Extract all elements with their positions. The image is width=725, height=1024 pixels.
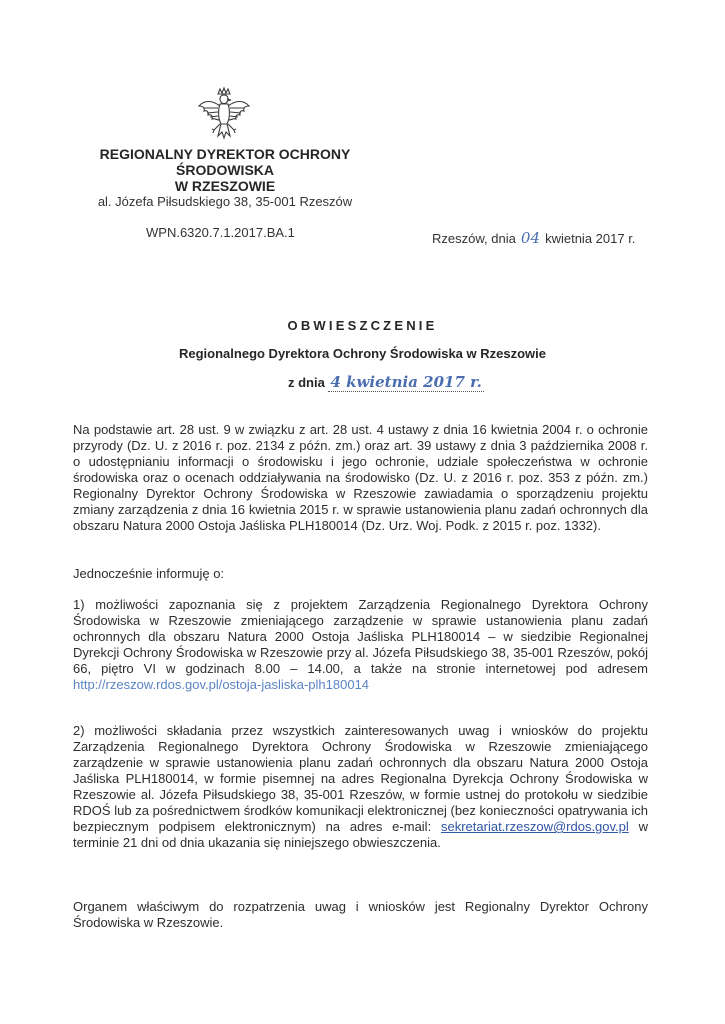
paragraph-intro-list: Jednocześnie informuję o:: [73, 566, 225, 581]
item-2-tail: w terminie 21 dni od dnia ukazania się niniejszego obwieszczenia.: [73, 819, 648, 850]
notice-subtitle: Regionalnego Dyrektora Ochrony Środowiska w Rzeszowie: [179, 346, 546, 361]
authority-address: al. Józefa Piłsudskiego 38, 35-001 Rzeszów: [97, 194, 353, 209]
paragraph-competent-authority: Organem właściwym do rozpatrzenia uwag i wniosków jest Regionalny Dyrektor Ochrony Środowiska w Rzeszowie.: [73, 899, 648, 930]
notice-date: [288, 373, 484, 392]
date-day-handwritten: 04: [520, 229, 540, 247]
reference-number: WPN.6320.7.1.2017.BA.1: [146, 225, 295, 240]
project-web-link[interactable]: http://rzeszow.rdos.gov.pl/ostoja-jasliska-plh180014: [73, 677, 370, 692]
authority-line-3: W RZESZOWIE: [174, 178, 276, 194]
polish-eagle-emblem-icon: [196, 86, 252, 146]
document-date: [432, 229, 635, 247]
paragraph-item-2: [73, 723, 648, 851]
notice-date-handwritten: 4 kwietnia 2017 r.: [330, 373, 482, 391]
date-suffix: kwietnia 2017 r.: [545, 231, 636, 246]
paragraph-legal-basis: Na podstawie art. 28 ust. 9 w związku z art. 28 ust. 4 ustawy z dnia 16 kwietnia 2004 r. o ochronie przyrody (Dz. U. z 2016 r. poz. 2134 z późn. zm.) oraz art. 39 ustawy z dnia 3 października 2008 r. o udostępnianiu informacji o środowisku i jego ochronie, udziale społeczeństwa w ochronie środowiska oraz o ocenach oddziaływania na środowisko (Dz. U. z 2016 r. poz. 353 z późn. zm.) Regionalny Dyrektor Ochrony Środowiska w Rzeszowie zawiadamia o sporządzeniu projektu zmiany zarządzenia z dnia 16 kwietnia 2015 r. w sprawie ustanowienia planu zadań ochronnych dla obszaru Natura 2000 Ostoja Jaśliska PLH180014 (Dz. Urz. Woj. Podk. z 2015 r. poz. 1332).: [73, 422, 648, 533]
item-2-text: 2) możliwości składania przez wszystkich zainteresowanych uwag i wniosków do projektu Zarządzenia Regionalnego Dyrektora Ochrony Środowiska w Rzeszowie zmieniającego zarządzenie w sprawie ustanowienia planu zadań ochronnych dla obszaru Natura 2000 Ostoja Jaśliska PLH180014, w formie pisemnej na adres Regionalna Dyrekcja Ochrony Środowiska w Rzeszowie al. Józefa Piłsudskiego 38, 35-001 Rzeszów, w formie ustnej do protokołu w siedzibie RDOŚ lub za pośrednictwem środków komunikacji elektronicznej (bez konieczności opatrywania ich bezpiecznym podpisem elektronicznym) na adres e-mail:: [73, 723, 648, 834]
authority-name: [70, 146, 380, 194]
email-link[interactable]: sekretariat.rzeszow@rdos.gov.pl: [440, 819, 629, 834]
authority-line-1: REGIONALNY DYREKTOR OCHRONY: [99, 146, 351, 162]
paragraph-item-1: [73, 597, 648, 693]
date-prefix: Rzeszów, dnia: [432, 231, 516, 246]
notice-date-label: z dnia: [288, 375, 325, 390]
notice-title: OBWIESZCZENIE: [287, 318, 438, 333]
item-1-text: 1) możliwości zapoznania się z projektem Zarządzenia Regionalnego Dyrektora Ochrony Środowiska w Rzeszowie zmieniającego zarządzenie w sprawie ustanowienia planu zadań ochronnych dla obszaru Natura 2000 Ostoja Jaśliska PLH180014 – w siedzibie Regionalnej Dyrekcji Ochrony Środowiska w Rzeszowie przy al. Józefa Piłsudskiego 38, 35-001 Rzeszów, pokój 66, piętro VI w godzinach 8.00 – 14.00, a także na stronie internetowej pod adresem: [73, 597, 648, 676]
authority-line-2: ŚRODOWISKA: [176, 162, 274, 178]
